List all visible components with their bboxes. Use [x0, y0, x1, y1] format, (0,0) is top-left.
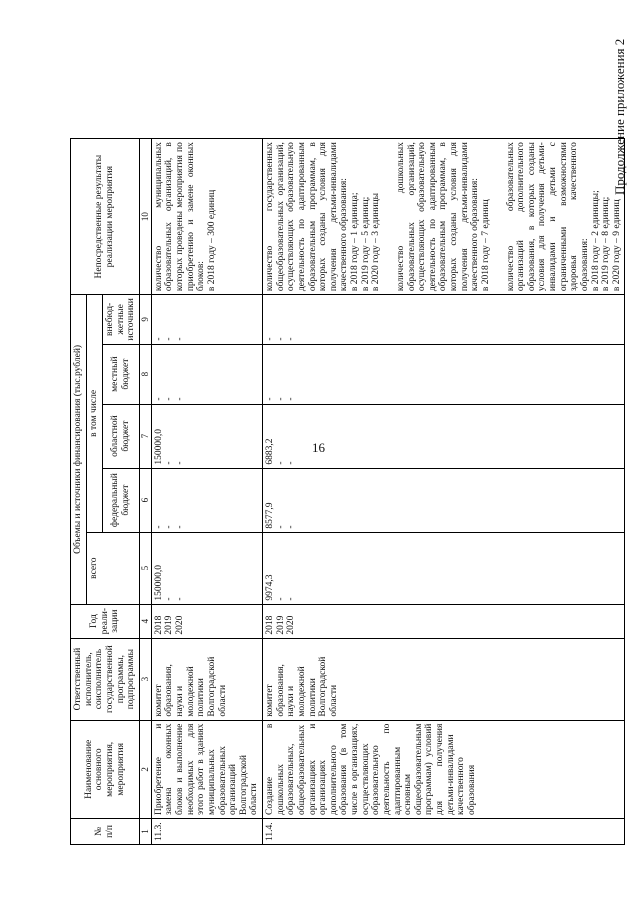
header-extra: внебюд-жетные источники	[102, 295, 139, 344]
row-name: Создание в дошкольных образовательных, общеобразовательных организациях и организациях дополнительного образования (в том числе в организациях, осуществляющих образовательную деятельность по адаптированным основным общеобразовательным программам) условий для получения детьми-инвалидами качественного образования	[263, 720, 625, 818]
row-regional: 150000,0 - -	[151, 404, 262, 468]
column-number: 9	[139, 295, 151, 344]
row-no: 11.3.	[151, 819, 262, 845]
program-table	[70, 138, 625, 845]
column-number: 1	[139, 819, 151, 845]
column-number: 4	[139, 604, 151, 638]
row-federal: - - -	[151, 468, 262, 532]
column-number: 6	[139, 468, 151, 532]
row-results: количество муниципальных образовательных организаций, в которых проведены мероприятия по приобретению и замене оконных блоков: в 2018 году – 300 единиц	[151, 139, 262, 295]
header-no: № п/п	[71, 819, 140, 845]
row-executor: комитет образования, науки и молодежной политики Волгоградской области	[151, 638, 262, 720]
row-results: количество образовательных организаций дополнительного образования, в которых созданы условия для получения детьми-инвалидами и детьми с ограниченными возможностями здоровья качественного образования: в 2018 году – 2 единицы; в 2019 году – 8 единиц; в 2020 году – 9 единиц	[505, 142, 622, 292]
row-extra: - - -	[263, 295, 625, 344]
column-number: 2	[139, 720, 151, 818]
header-regional: областной бюджет	[102, 404, 139, 468]
row-regional: 6883,2 - -	[263, 404, 625, 468]
row-executor: комитет образования, науки и молодежной политики Волгоградской области	[263, 638, 625, 720]
row-years: 2018 2019 2020	[151, 604, 262, 638]
header-local: местный бюджет	[102, 344, 139, 404]
row-results: количество дошкольных образовательных организаций, осуществляющих образовательную деятельность по адаптированным образовательным программам, в которых созданы условия для получения детьми-инвалидами качественного образования: в 2018 году – 7 единиц	[395, 142, 491, 292]
row-total: 9974,3 - -	[263, 532, 625, 604]
column-number: 5	[139, 532, 151, 604]
header-results: Непосредственные результаты реализации мероприятия	[71, 139, 140, 295]
column-number: 3	[139, 638, 151, 720]
row-federal: 8577,9 - -	[263, 468, 625, 532]
row-local: - - -	[263, 344, 625, 404]
row-local: - - -	[151, 344, 262, 404]
table-row	[263, 139, 625, 845]
row-results-group	[263, 139, 625, 295]
row-no: 11.4.	[263, 819, 625, 845]
header-including: в том числе	[86, 295, 102, 532]
header-funding: Объемы и источники финансирования (тыс.рублей)	[71, 295, 87, 604]
header-executor: Ответственный исполнитель, соисполнитель государственной программы, подпрограммы	[71, 638, 140, 720]
row-results: количество государственных общеобразовательных организаций, осуществляющих образовательную деятельность по адаптированным образовательным программам, в которых созданы условия для получения детьми-инвалидами качественного образования: в 2018 году – 1 единица; в 2019 году – 5 единиц; в 2020 году – 3 единицы	[265, 142, 382, 292]
header-federal: федеральный бюджет	[102, 468, 139, 532]
header-total: всего	[86, 532, 139, 604]
column-number: 8	[139, 344, 151, 404]
column-number: 10	[139, 139, 151, 295]
row-name: Приобретение и замена оконных блоков и выполнение необходимых для этого работ в зданиях муниципальных образовательных организаций Волгоградской области	[151, 720, 262, 818]
continuation-label: Продолжение приложения 2	[612, 38, 627, 195]
table-row	[151, 139, 262, 845]
header-name: Наименование основного мероприятия, мероприятия	[71, 720, 140, 818]
row-extra: - - -	[151, 295, 262, 344]
column-number: 7	[139, 404, 151, 468]
row-total: 150000,0 - -	[151, 532, 262, 604]
page-number: 16	[312, 440, 325, 455]
header-year: Год реали-зации	[71, 604, 140, 638]
row-years: 2018 2019 2020	[263, 604, 625, 638]
